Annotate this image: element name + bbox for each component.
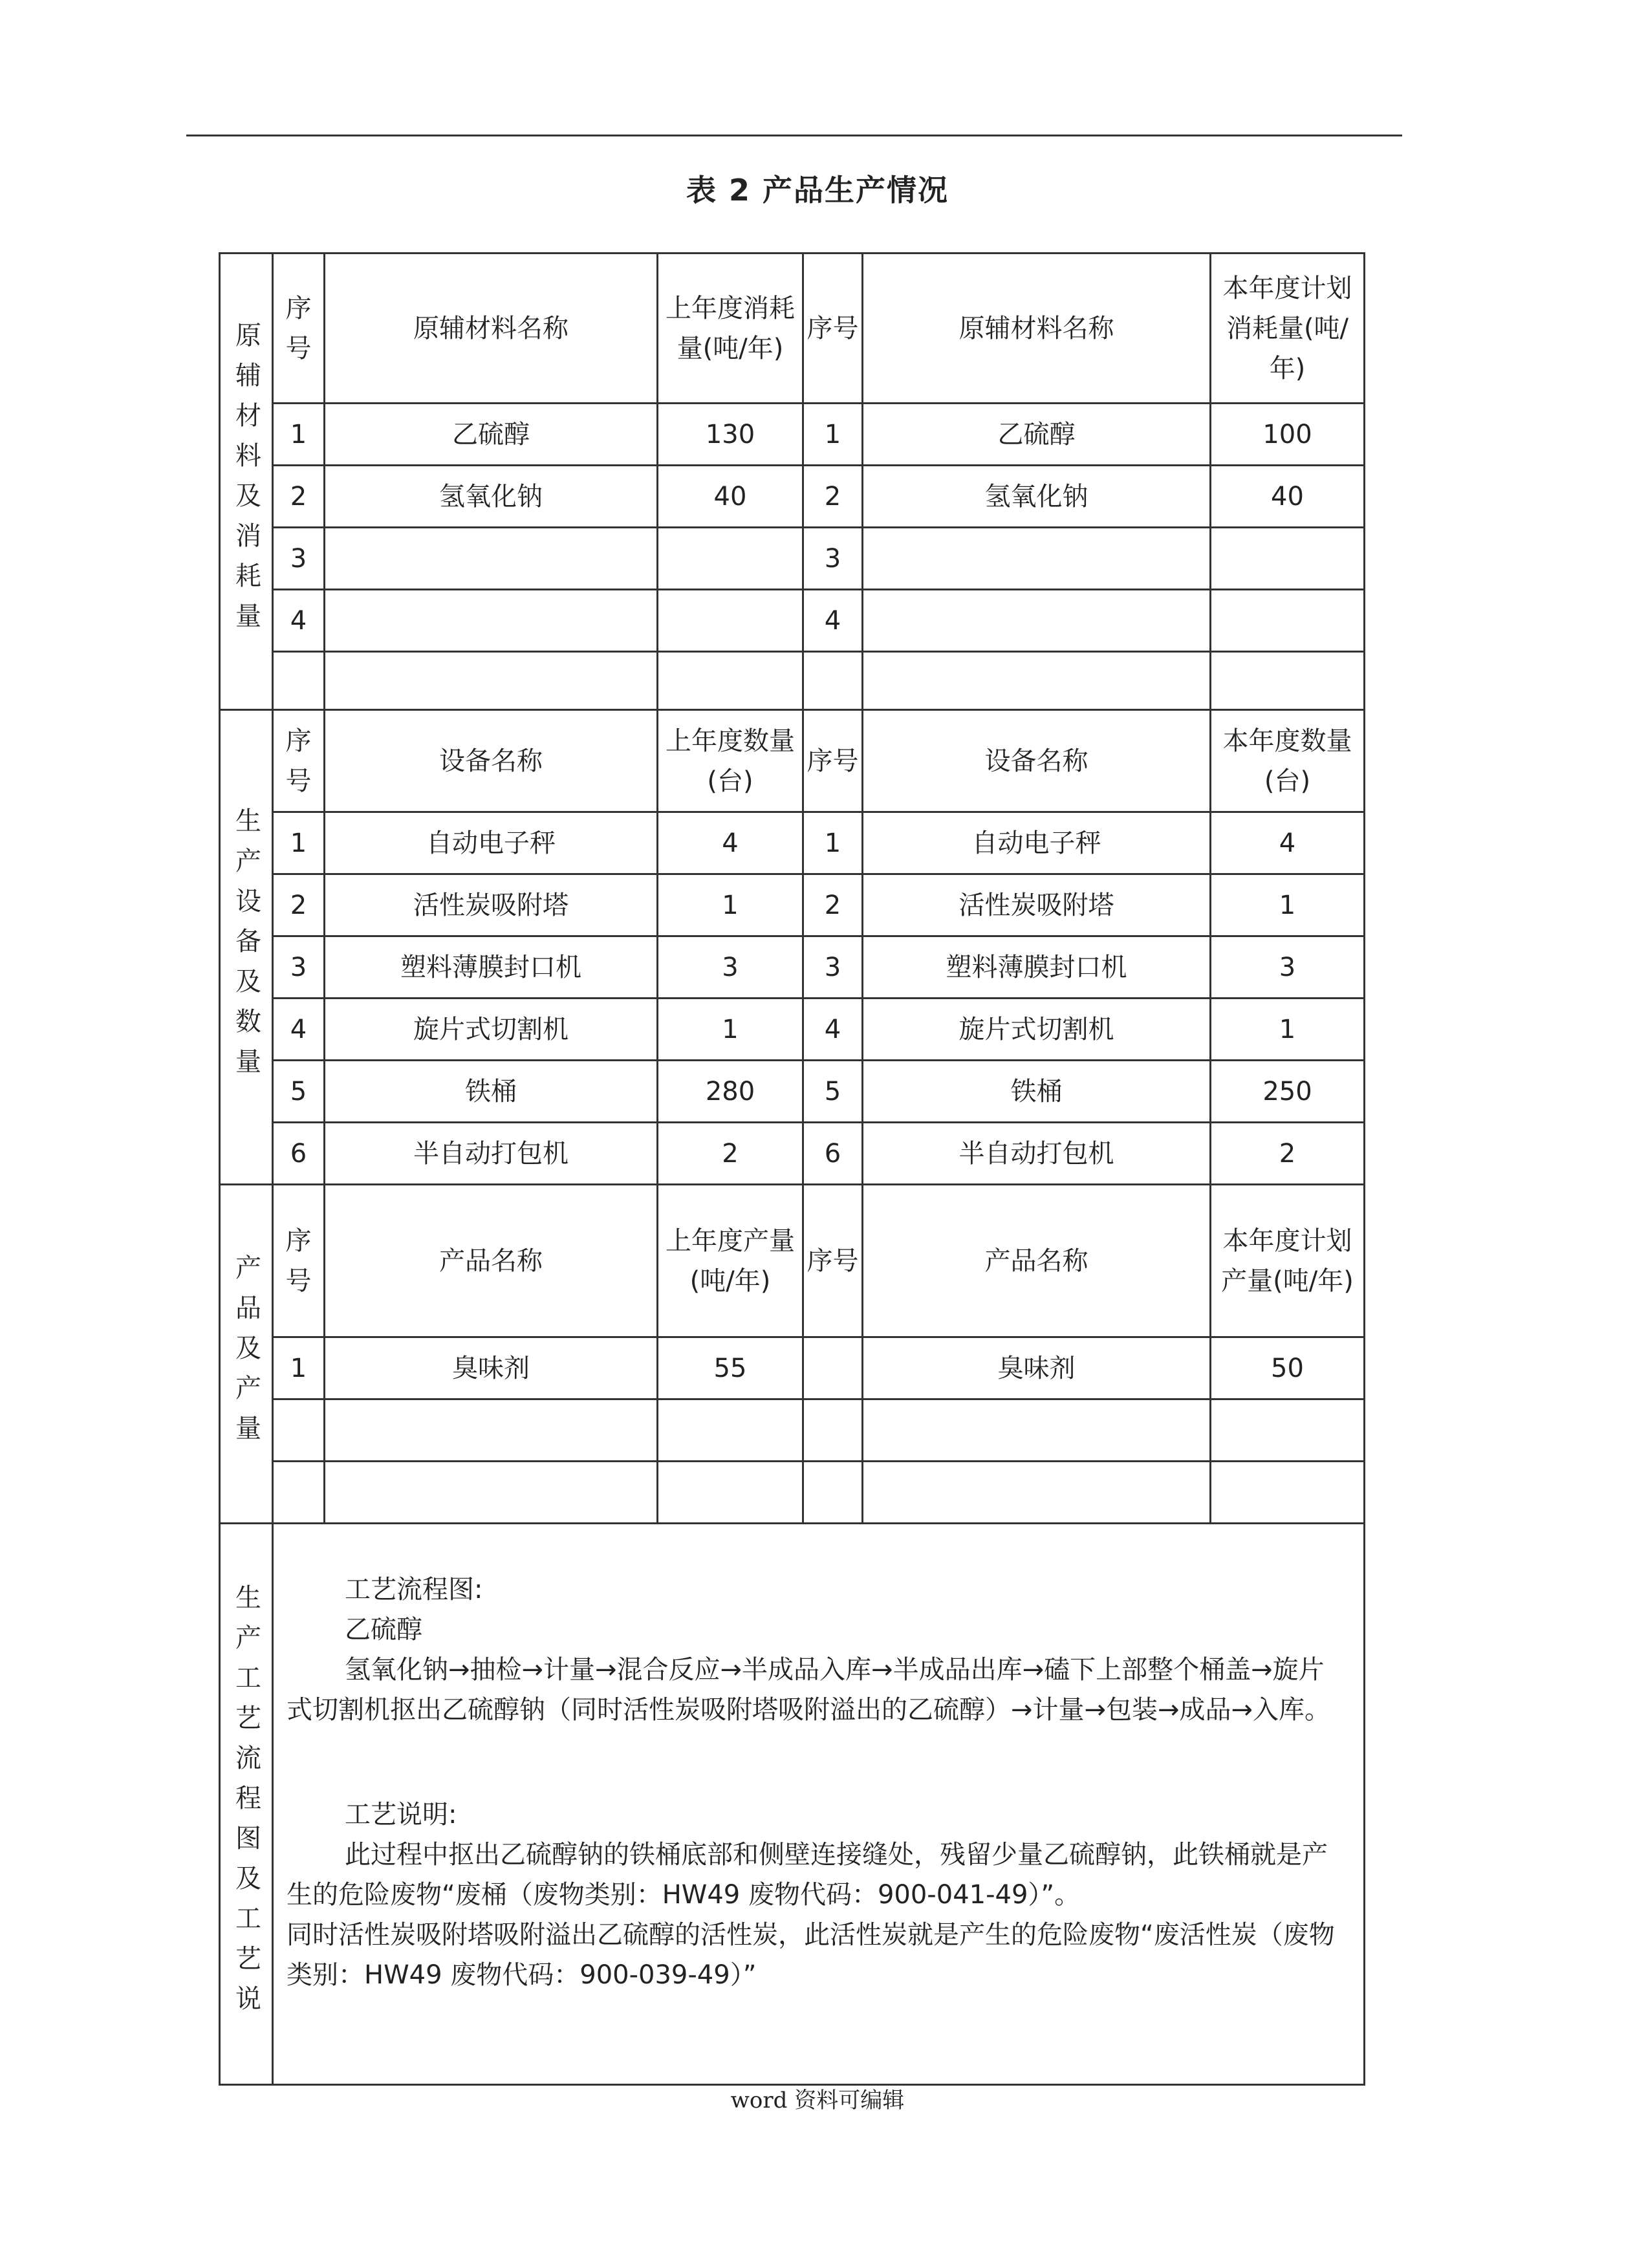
products-cell-seq-r bbox=[803, 1337, 863, 1399]
table-row bbox=[220, 590, 1365, 652]
equipment-cell-name-l: 自动电子秤 bbox=[325, 812, 658, 874]
materials-cell-name-l: 乙硫醇 bbox=[325, 404, 658, 466]
equipment-cell-val-r: 2 bbox=[1211, 1123, 1365, 1185]
equipment-name-header-right: 设备名称 bbox=[863, 710, 1211, 812]
equipment-cell-val-r: 250 bbox=[1211, 1061, 1365, 1123]
materials-seq-header-left: 序号 bbox=[273, 254, 325, 404]
products-cell-val-r: 50 bbox=[1211, 1337, 1365, 1399]
materials-cell-seq-l: 4 bbox=[273, 590, 325, 652]
products-last-year-header: 上年度产量(吨/年) bbox=[658, 1185, 803, 1337]
equipment-cell-seq-l: 6 bbox=[273, 1123, 325, 1185]
table-row bbox=[220, 999, 1365, 1061]
products-cell-name-l bbox=[325, 1399, 658, 1462]
products-name-header-right: 产品名称 bbox=[863, 1185, 1211, 1337]
materials-cell-val-l: 130 bbox=[658, 404, 803, 466]
materials-cell-val-r bbox=[1211, 652, 1365, 710]
equipment-section-label: 生产设备及数量 bbox=[220, 710, 273, 1185]
products-cell-seq-r bbox=[803, 1462, 863, 1524]
equipment-cell-name-r: 自动电子秤 bbox=[863, 812, 1211, 874]
table-row bbox=[220, 812, 1365, 874]
materials-cell-val-r: 40 bbox=[1211, 466, 1365, 528]
table-row bbox=[220, 1061, 1365, 1123]
equipment-cell-seq-l: 4 bbox=[273, 999, 325, 1061]
equipment-cell-val-l: 2 bbox=[658, 1123, 803, 1185]
table-row bbox=[220, 936, 1365, 999]
flow-line-1: 乙硫醇 bbox=[345, 1615, 422, 1645]
equipment-cell-name-l: 半自动打包机 bbox=[325, 1123, 658, 1185]
equipment-cell-val-l: 4 bbox=[658, 812, 803, 874]
table-row bbox=[220, 528, 1365, 590]
equipment-cell-seq-l: 5 bbox=[273, 1061, 325, 1123]
products-cell-seq-l bbox=[273, 1399, 325, 1462]
table-row bbox=[220, 1399, 1365, 1462]
equipment-cell-name-r: 铁桶 bbox=[863, 1061, 1211, 1123]
table-row bbox=[220, 1123, 1365, 1185]
equipment-cell-name-l: 塑料薄膜封口机 bbox=[325, 936, 658, 999]
products-cell-val-l: 55 bbox=[658, 1337, 803, 1399]
equipment-cell-name-r: 半自动打包机 bbox=[863, 1123, 1211, 1185]
table-row bbox=[220, 466, 1365, 528]
products-cell-seq-r bbox=[803, 1399, 863, 1462]
equipment-cell-val-l: 1 bbox=[658, 874, 803, 936]
products-cell-seq-l bbox=[273, 1462, 325, 1524]
products-cell-name-r bbox=[863, 1462, 1211, 1524]
materials-cell-seq-l: 2 bbox=[273, 466, 325, 528]
equipment-cell-name-r: 旋片式切割机 bbox=[863, 999, 1211, 1061]
materials-cell-val-l: 40 bbox=[658, 466, 803, 528]
materials-cell-name-l bbox=[325, 590, 658, 652]
materials-this-year-header: 本年度计划消耗量(吨/年) bbox=[1211, 254, 1365, 404]
materials-cell-seq-l: 1 bbox=[273, 404, 325, 466]
equipment-cell-seq-l: 1 bbox=[273, 812, 325, 874]
materials-cell-name-r: 氢氧化钠 bbox=[863, 466, 1211, 528]
equipment-cell-seq-r: 5 bbox=[803, 1061, 863, 1123]
materials-cell-val-l bbox=[658, 652, 803, 710]
desc-paragraph-2: 同时活性炭吸附塔吸附溢出乙硫醇的活性炭，此活性炭就是产生的危险废物“废活性炭（废物类别：HW49 废物代码：900-039-49）” bbox=[287, 1920, 1335, 1990]
materials-name-header-right: 原辅材料名称 bbox=[863, 254, 1211, 404]
page-title: 表 2 产品生产情况 bbox=[686, 173, 949, 208]
products-seq-header-right: 序号 bbox=[803, 1185, 863, 1337]
materials-cell-seq-r: 4 bbox=[803, 590, 863, 652]
equipment-cell-val-r: 3 bbox=[1211, 936, 1365, 999]
products-cell-name-l: 臭味剂 bbox=[325, 1337, 658, 1399]
materials-cell-seq-r: 1 bbox=[803, 404, 863, 466]
equipment-cell-val-r: 1 bbox=[1211, 999, 1365, 1061]
flow-line-2: 氢氧化钠→抽检→计量→混合反应→半成品入库→半成品出库→磕下上部整个桶盖→旋片式切割机抠出乙硫醇钠（同时活性炭吸附塔吸附溢出的乙硫醇）→计量→包装→成品→入库。 bbox=[287, 1655, 1331, 1725]
materials-last-year-header: 上年度消耗量(吨/年) bbox=[658, 254, 803, 404]
materials-header-row bbox=[220, 254, 1365, 404]
equipment-cell-val-l: 1 bbox=[658, 999, 803, 1061]
header-rule bbox=[186, 135, 1402, 136]
products-cell-name-l bbox=[325, 1462, 658, 1524]
spacer bbox=[287, 1730, 1349, 1795]
equipment-last-year-header: 上年度数量(台) bbox=[658, 710, 803, 812]
products-seq-header-left: 序号 bbox=[273, 1185, 325, 1337]
equipment-cell-seq-r: 4 bbox=[803, 999, 863, 1061]
materials-cell-name-r bbox=[863, 528, 1211, 590]
equipment-cell-seq-l: 3 bbox=[273, 936, 325, 999]
materials-cell-val-l bbox=[658, 528, 803, 590]
materials-cell-name-r bbox=[863, 652, 1211, 710]
products-cell-name-r bbox=[863, 1399, 1211, 1462]
equipment-seq-header-left: 序号 bbox=[273, 710, 325, 812]
equipment-cell-seq-l: 2 bbox=[273, 874, 325, 936]
equipment-cell-val-r: 4 bbox=[1211, 812, 1365, 874]
equipment-cell-seq-r: 6 bbox=[803, 1123, 863, 1185]
table-row bbox=[220, 652, 1365, 710]
materials-cell-seq-l bbox=[273, 652, 325, 710]
flow-heading: 工艺流程图: bbox=[345, 1575, 483, 1604]
products-cell-val-l bbox=[658, 1462, 803, 1524]
materials-cell-val-r: 100 bbox=[1211, 404, 1365, 466]
products-cell-seq-l: 1 bbox=[273, 1337, 325, 1399]
materials-cell-seq-l: 3 bbox=[273, 528, 325, 590]
materials-cell-val-l bbox=[658, 590, 803, 652]
equipment-cell-name-l: 旋片式切割机 bbox=[325, 999, 658, 1061]
equipment-cell-name-r: 活性炭吸附塔 bbox=[863, 874, 1211, 936]
equipment-seq-header-right: 序号 bbox=[803, 710, 863, 812]
table-row bbox=[220, 1337, 1365, 1399]
process-row bbox=[220, 1524, 1365, 2085]
products-section-label: 产品及产量 bbox=[220, 1185, 273, 1524]
equipment-cell-seq-r: 1 bbox=[803, 812, 863, 874]
products-cell-val-l bbox=[658, 1399, 803, 1462]
products-cell-name-r: 臭味剂 bbox=[863, 1337, 1211, 1399]
materials-cell-name-l: 氢氧化钠 bbox=[325, 466, 658, 528]
production-table bbox=[219, 252, 1365, 2086]
products-header-row bbox=[220, 1185, 1365, 1337]
materials-cell-seq-r bbox=[803, 652, 863, 710]
equipment-cell-seq-r: 3 bbox=[803, 936, 863, 999]
materials-cell-name-l bbox=[325, 528, 658, 590]
page-footer: word 资料可编辑 bbox=[730, 2088, 905, 2113]
equipment-cell-val-l: 3 bbox=[658, 936, 803, 999]
equipment-name-header-left: 设备名称 bbox=[325, 710, 658, 812]
products-this-year-header: 本年度计划产量(吨/年) bbox=[1211, 1185, 1365, 1337]
products-cell-val-r bbox=[1211, 1399, 1365, 1462]
materials-cell-name-r: 乙硫醇 bbox=[863, 404, 1211, 466]
table-row bbox=[220, 1462, 1365, 1524]
equipment-cell-name-l: 活性炭吸附塔 bbox=[325, 874, 658, 936]
materials-name-header-left: 原辅材料名称 bbox=[325, 254, 658, 404]
materials-cell-seq-r: 2 bbox=[803, 466, 863, 528]
equipment-cell-val-l: 280 bbox=[658, 1061, 803, 1123]
materials-cell-name-l bbox=[325, 652, 658, 710]
table-row bbox=[220, 874, 1365, 936]
process-section-label: 生产工艺流程图及工艺说 bbox=[220, 1524, 273, 2085]
table-row bbox=[220, 404, 1365, 466]
equipment-header-row bbox=[220, 710, 1365, 812]
materials-cell-seq-r: 3 bbox=[803, 528, 863, 590]
equipment-cell-seq-r: 2 bbox=[803, 874, 863, 936]
equipment-cell-name-r: 塑料薄膜封口机 bbox=[863, 936, 1211, 999]
materials-seq-header-right: 序号 bbox=[803, 254, 863, 404]
process-content bbox=[273, 1524, 1365, 2085]
materials-cell-val-r bbox=[1211, 590, 1365, 652]
materials-section-label: 原辅材料及消耗量 bbox=[220, 254, 273, 710]
products-cell-val-r bbox=[1211, 1462, 1365, 1524]
materials-cell-val-r bbox=[1211, 528, 1365, 590]
products-name-header-left: 产品名称 bbox=[325, 1185, 658, 1337]
equipment-cell-val-r: 1 bbox=[1211, 874, 1365, 936]
equipment-this-year-header: 本年度数量(台) bbox=[1211, 710, 1365, 812]
materials-cell-name-r bbox=[863, 590, 1211, 652]
equipment-cell-name-l: 铁桶 bbox=[325, 1061, 658, 1123]
desc-heading: 工艺说明: bbox=[345, 1800, 457, 1830]
desc-paragraph-1: 此过程中抠出乙硫醇钠的铁桶底部和侧壁连接缝处，残留少量乙硫醇钠，此铁桶就是产生的危险废物“废桶（废物类别：HW49 废物代码：900-041-49）”。 bbox=[287, 1840, 1328, 1910]
